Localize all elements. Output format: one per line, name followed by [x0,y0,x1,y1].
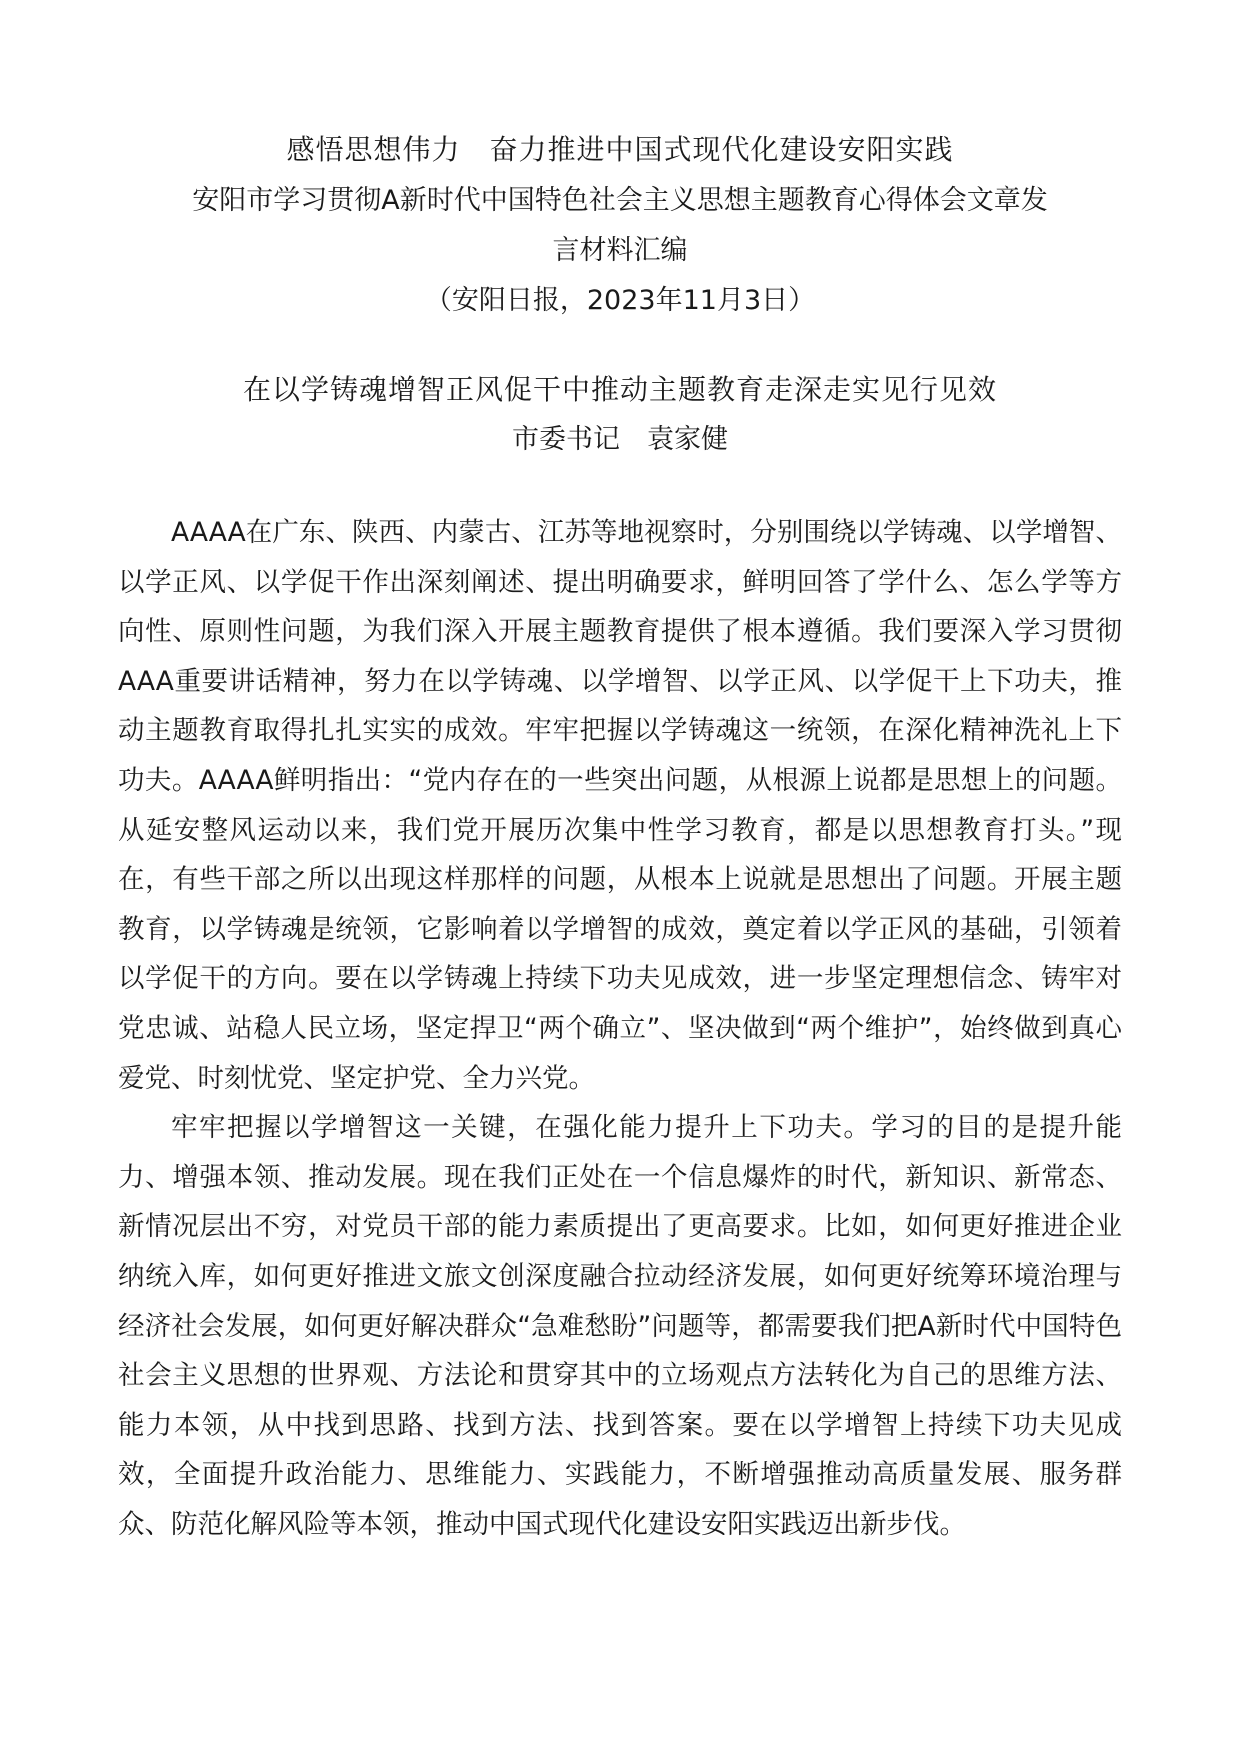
document-main-title: 感悟思想伟力 奋力推进中国式现代化建设安阳实践 [286,133,954,166]
article-body [118,508,1122,1549]
article-paragraph-1: AAAA在广东、陕西、内蒙古、江苏等地视察时，分别围绕以学铸魂、以学增智、以学正风、以学促干作出深刻阐述、提出明确要求，鲜明回答了学什么、怎么学等方向性、原则性问题，为我们深入开展主题教育提供了根本遵循。我们要深入学习贯彻AAA重要讲话精神，努力在以学铸魂、以学增智、以学正风、以学促干上下功夫，推动主题教育取得扎扎实实的成效。牢牢把握以学铸魂这一统领，在深化精神洗礼上下功夫。AAAA鲜明指出：“党内存在的一些突出问题，从根源上说都是思想上的问题。从延安整风运动以来，我们党开展历次集中性学习教育，都是以思想教育打头。”现在，有些干部之所以出现这样那样的问题，从根本上说就是思想出了问题。开展主题教育，以学铸魂是统领，它影响着以学增智的成效，奠定着以学正风的基础，引领着以学促干的方向。要在以学铸魂上持续下功夫见成效，进一步坚定理想信念、铸牢对党忠诚、站稳人民立场，坚定捍卫“两个确立”、坚决做到“两个维护”，始终做到真心爱党、时刻忧党、坚定护党、全力兴党。 [118,517,1122,1094]
document-compilation-title-line1: 安阳市学习贯彻A新时代中国特色社会主义思想主题教育心得体会文章发 [192,185,1048,216]
article-paragraph-2: 牢牢把握以学增智这一关键，在强化能力提升上下功夫。学习的目的是提升能力、增强本领、推动发展。现在我们正处在一个信息爆炸的时代，新知识、新常态、新情况层出不穷，对党员干部的能力素质提出了更高要求。比如，如何更好推进企业纳统入库，如何更好推进文旅文创深度融合拉动经济发展，如何更好统筹环境治理与经济社会发展，如何更好解决群众“急难愁盼”问题等，都需要我们把A新时代中国特色社会主义思想的世界观、方法论和贯穿其中的立场观点方法转化为自己的思维方法、能力本领，从中找到思路、找到方法、找到答案。要在以学增智上持续下功夫见成效，全面提升政治能力、思维能力、实践能力，不断增强推动高质量发展、服务群众、防范化解风险等本领，推动中国式现代化建设安阳实践迈出新步伐。 [118,1112,1122,1540]
document-compilation-title-line2: 言材料汇编 [552,235,688,266]
article-author: 市委书记 袁家健 [512,424,728,455]
article-title: 在以学铸魂增智正风促干中推动主题教育走深走实见行见效 [242,373,997,406]
document-source-line: （安阳日报，2023年11月3日） [424,285,816,316]
